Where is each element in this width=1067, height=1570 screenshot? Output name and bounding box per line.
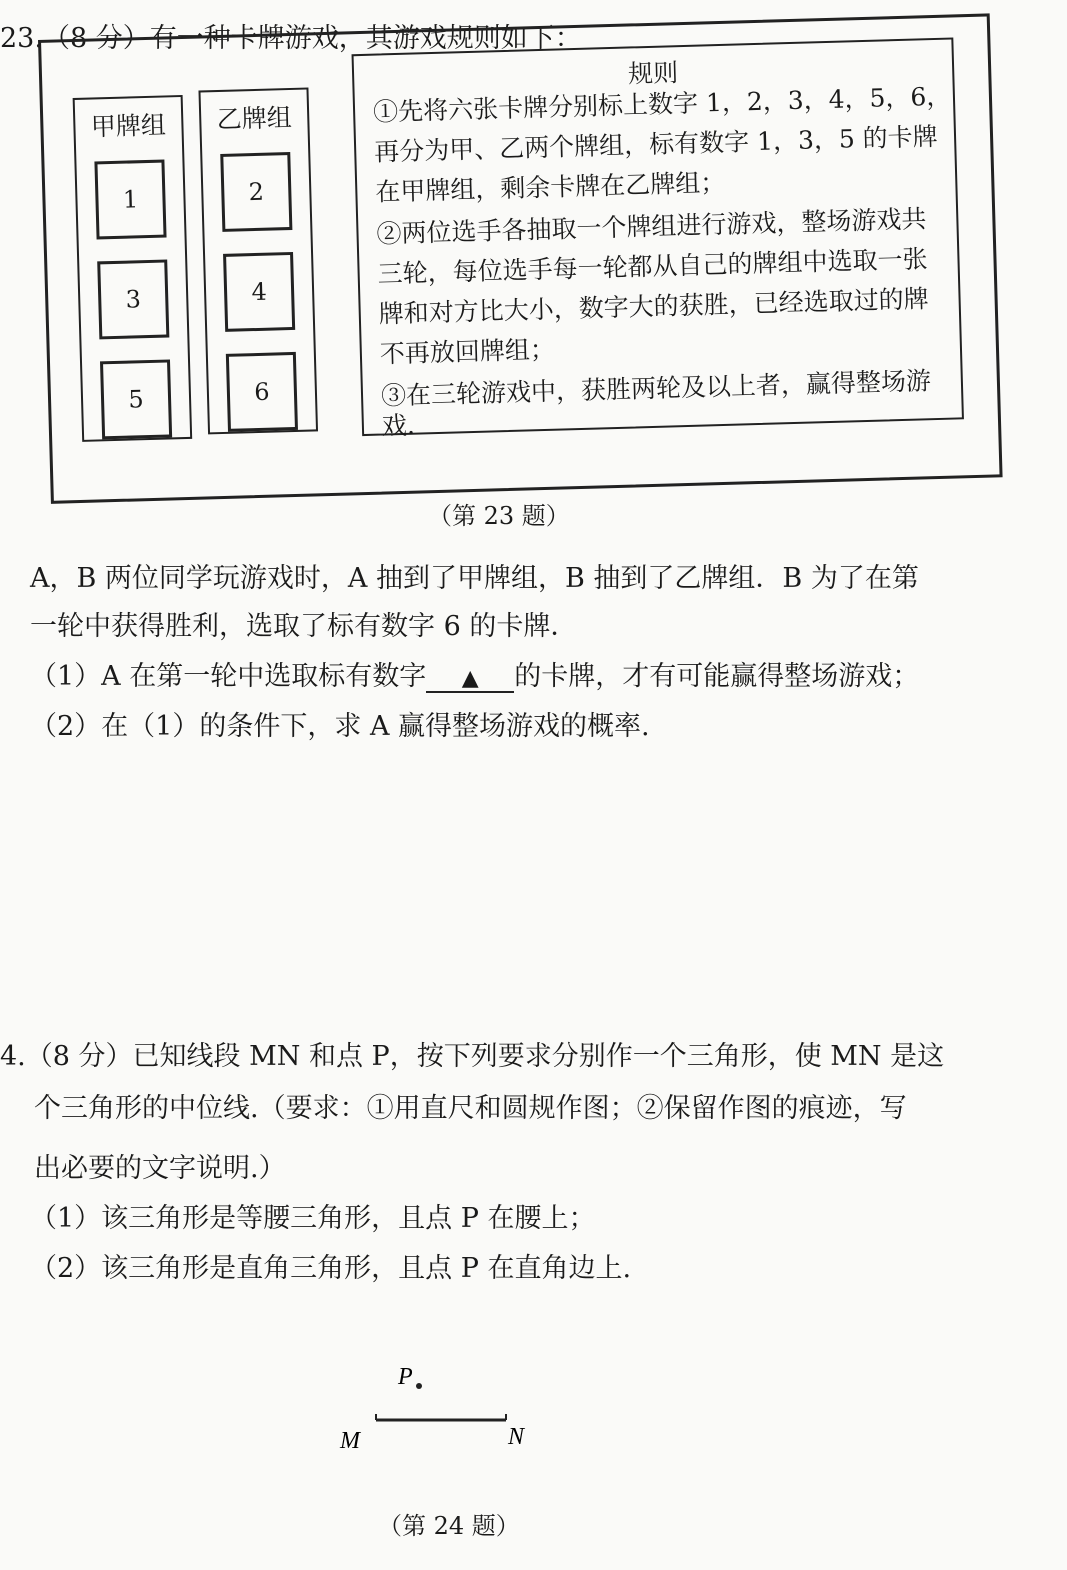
game-figure-box bbox=[38, 13, 1003, 503]
rule-line: 不再放回牌组； bbox=[379, 334, 556, 369]
answer-blank: ▲ bbox=[426, 666, 514, 693]
label-p: P bbox=[398, 1364, 413, 1390]
rule-line: 三轮，每位选手每一轮都从自己的牌组中选取一张 bbox=[377, 244, 928, 289]
q23-text-line: 一轮中获得胜利，选取了标有数字 6 的卡牌． bbox=[30, 611, 578, 642]
label-m: M bbox=[340, 1428, 360, 1454]
q24-caption: （第 24 题） bbox=[378, 1512, 520, 1540]
q23-part1-after: 的卡牌，才有可能赢得整场游戏； bbox=[514, 661, 920, 692]
q24-line: （2）该三角形是直角三角形，且点 P 在直角边上. bbox=[30, 1253, 632, 1284]
label-n: N bbox=[508, 1424, 525, 1450]
q23-part2: （2）在（1）的条件下，求 A 赢得整场游戏的概率. bbox=[30, 711, 650, 742]
group-a-title: 甲牌组 bbox=[90, 110, 167, 142]
card-3: 3 bbox=[97, 259, 169, 339]
card-1: 1 bbox=[94, 160, 166, 240]
rule-line: 再分为甲、乙两个牌组，标有数字 1，3，5 的卡牌 bbox=[373, 121, 939, 167]
q24-line: 4.（8 分）已知线段 MN 和点 P，按下列要求分别作一个三角形，使 MN 是这 bbox=[0, 1041, 945, 1072]
q23-part1 bbox=[30, 654, 919, 693]
card-6: 6 bbox=[226, 352, 298, 432]
group-b-box bbox=[198, 87, 318, 434]
card-5: 5 bbox=[100, 359, 172, 439]
card-2: 2 bbox=[220, 152, 292, 232]
card-4: 4 bbox=[223, 252, 295, 332]
rule-line: ②两位选手各抽取一个牌组进行游戏，整场游戏共 bbox=[376, 204, 927, 249]
rules-title: 规则 bbox=[627, 58, 679, 89]
group-a-box bbox=[73, 95, 193, 442]
rule-line: ③在三轮游戏中，获胜两轮及以上者，赢得整场游戏. bbox=[380, 366, 932, 441]
group-b-title: 乙牌组 bbox=[216, 102, 293, 135]
segment-figure bbox=[330, 1350, 550, 1460]
q23-part1-before: （1）A 在第一轮中选取标有数字 bbox=[30, 661, 427, 692]
q23-header: 23.（8 分）有一种卡牌游戏，其游戏规则如下： bbox=[0, 23, 582, 54]
q23-caption: （第 23 题） bbox=[428, 502, 570, 530]
q24-line: 出必要的文字说明.） bbox=[34, 1153, 286, 1184]
rule-line: 在甲牌组，剩余卡牌在乙牌组； bbox=[374, 167, 726, 207]
rule-line: ①先将六张卡牌分别标上数字 1，2，3，4，5，6， bbox=[372, 81, 952, 127]
rules-box bbox=[352, 37, 964, 441]
q24-line: 个三角形的中位线.（要求：①用直尺和圆规作图；②保留作图的痕迹，写 bbox=[34, 1093, 907, 1124]
q23-text-line: A，B 两位同学玩游戏时，A 抽到了甲牌组，B 抽到了乙牌组．B 为了在第 bbox=[30, 563, 919, 594]
rule-line: 牌和对方比大小，数字大的获胜，已经选取过的牌 bbox=[378, 284, 929, 329]
q24-line: （1）该三角形是等腰三角形，且点 P 在腰上； bbox=[30, 1203, 596, 1234]
point-p-dot bbox=[416, 1383, 422, 1389]
